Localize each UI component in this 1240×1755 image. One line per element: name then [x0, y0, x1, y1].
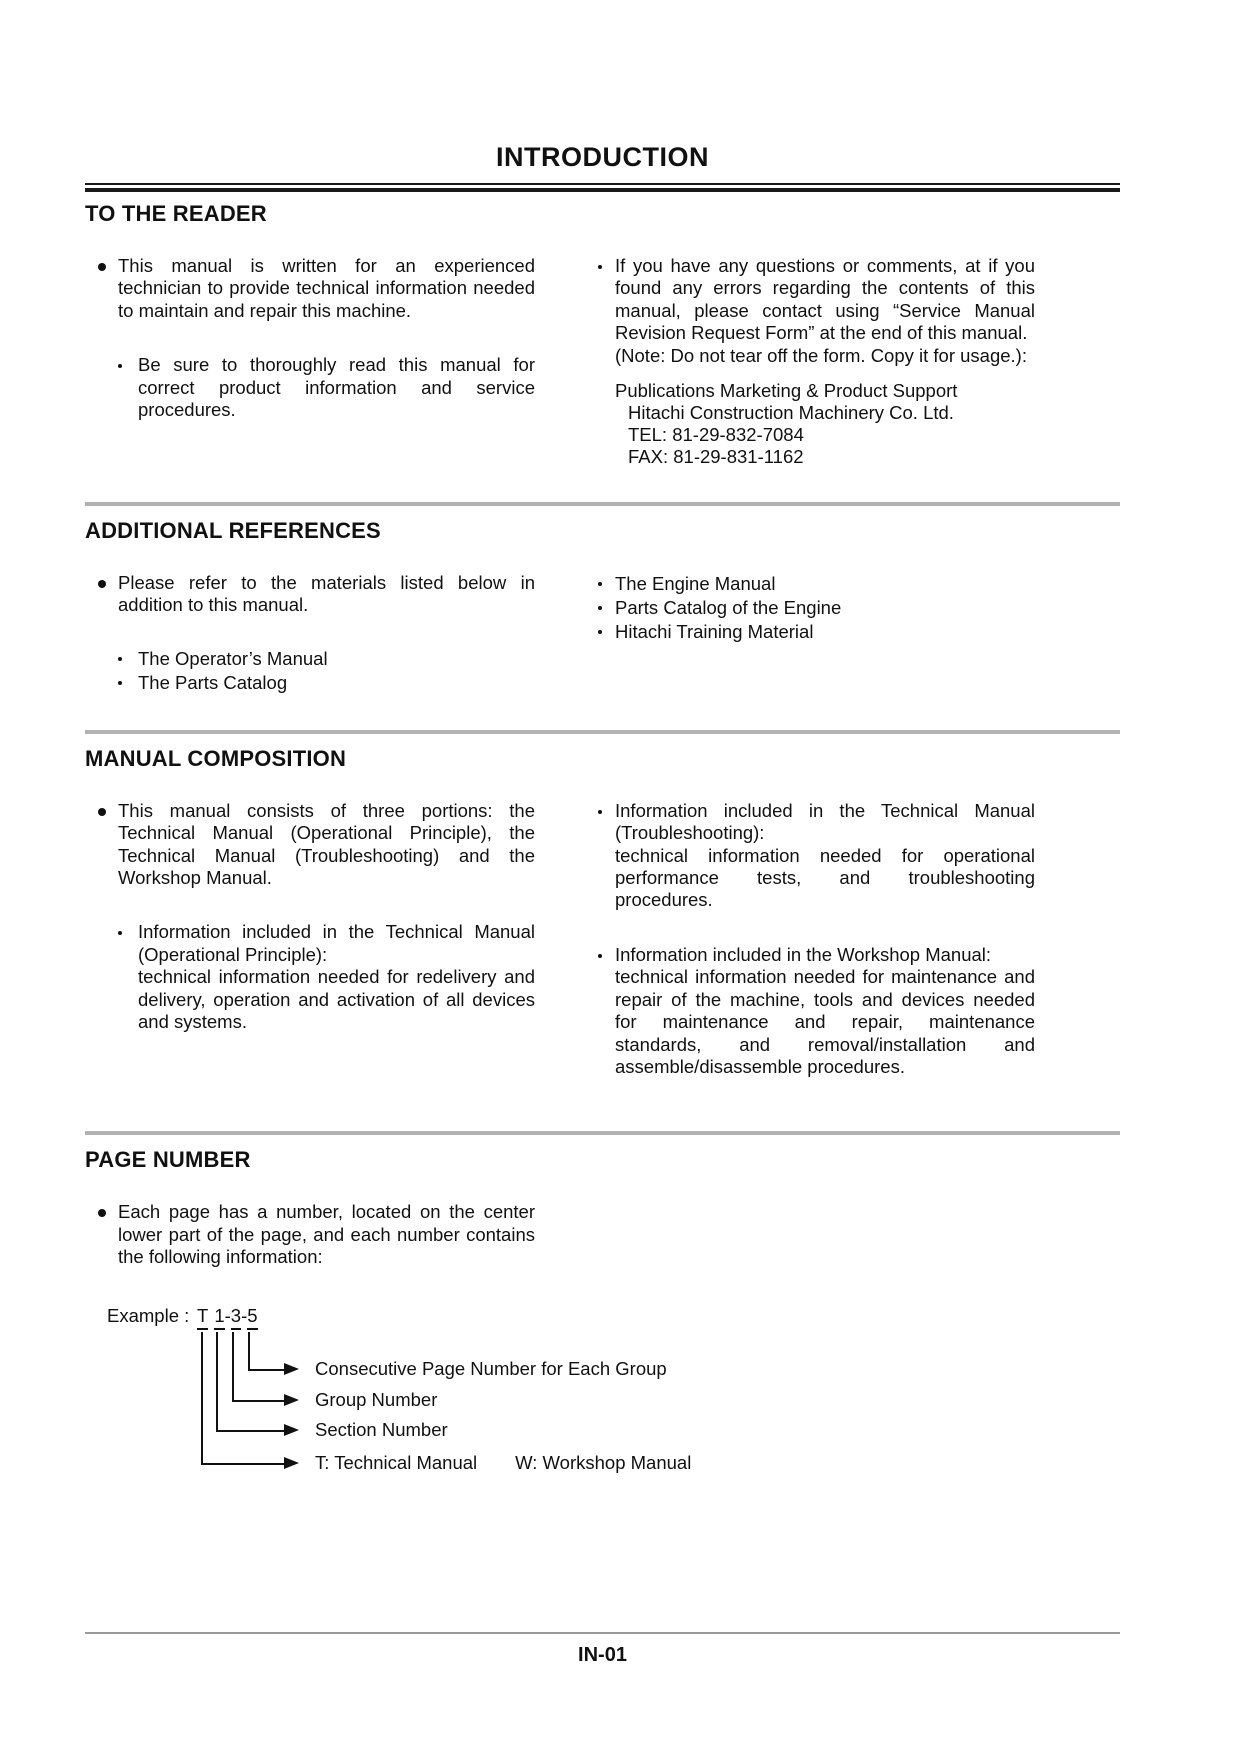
connector-line [216, 1430, 284, 1432]
bullet-dot-icon [98, 808, 106, 816]
paragraph: Be sure to thoroughly read this manual for correct product information and service procedures. [138, 354, 535, 421]
list-item [598, 620, 1035, 644]
diagram-label-group: Group Number [315, 1388, 438, 1410]
sub-bullet-dot-icon [598, 265, 602, 269]
connector-line [201, 1463, 284, 1465]
example-code [197, 1305, 258, 1330]
paragraph-text: If you have any questions or comments, at if you found any errors regarding the contents of this manual, please contact using “Service Manual Revision Request Form” at the end of this manual. [615, 255, 1035, 344]
list-item [85, 572, 535, 617]
title-rule-thin [85, 183, 1120, 185]
item-head: Information included in the Technical Manual (Troubleshooting): [615, 799, 1035, 844]
connector-line [232, 1400, 284, 1402]
list-item [598, 944, 1035, 1078]
page-content [85, 0, 1120, 1483]
reader-columns [85, 255, 1120, 468]
list-item [598, 255, 1035, 367]
list-item [118, 921, 535, 1033]
arrow-right-icon [284, 1363, 299, 1375]
section-divider [85, 502, 1120, 506]
reference-item: The Engine Manual [615, 573, 776, 595]
connector-line [248, 1369, 284, 1371]
item-body: technical information needed for redelivery and delivery, operation and activation of all devices and systems. [138, 966, 535, 1033]
contact-fax: FAX: 81-29-831-1162 [628, 446, 804, 468]
example-label: Example : [107, 1304, 190, 1326]
contact-tel: TEL: 81-29-832-7084 [628, 424, 804, 446]
references-columns [85, 572, 1120, 695]
contact-company: Hitachi Construction Machinery Co. Ltd. [628, 402, 954, 424]
contact-block [615, 380, 1035, 468]
connector-line [232, 1332, 234, 1402]
code-separator: - [224, 1304, 231, 1326]
composition-left-column [85, 800, 535, 1078]
sub-bullet-dot-icon [118, 681, 122, 685]
item-head: Information included in the Technical Manual (Operational Principle): [138, 921, 535, 965]
reader-right-column [598, 255, 1035, 468]
list-item [598, 572, 1035, 596]
section-divider [85, 730, 1120, 734]
paragraph [615, 255, 1035, 367]
diagram-label-manual-types [315, 1452, 691, 1474]
references-right-column [598, 572, 1035, 695]
section-heading-manual-composition: MANUAL COMPOSITION [85, 745, 347, 771]
list-item [118, 647, 535, 671]
code-char-5: 5 [247, 1305, 257, 1330]
bullet-dot-icon [98, 1209, 106, 1217]
diagram-label-section: Section Number [315, 1418, 448, 1440]
sub-bullet-dot-icon [118, 931, 122, 935]
sub-bullet-dot-icon [598, 810, 602, 814]
code-char-1: 1 [214, 1305, 224, 1330]
sub-bullet-dot-icon [598, 954, 602, 958]
sub-bullet-dot-icon [598, 606, 602, 610]
paragraph: Please refer to the materials listed below in addition to this manual. [118, 572, 535, 616]
bullet-dot-icon [98, 580, 106, 588]
list-item [598, 596, 1035, 620]
arrow-right-icon [284, 1424, 299, 1436]
list-item [85, 1201, 535, 1268]
reference-item: Parts Catalog of the Engine [615, 597, 842, 619]
list-item [118, 354, 535, 421]
sub-bullet-dot-icon [118, 657, 122, 661]
reader-left-column [85, 255, 535, 468]
diagram-label-workshop: W: Workshop Manual [515, 1451, 692, 1473]
arrow-right-icon [284, 1394, 299, 1406]
arrow-right-icon [284, 1457, 299, 1469]
bullet-dot-icon [98, 263, 106, 271]
paragraph: This manual is written for an experienced technician to provide technical information needed to maintain and repair this machine. [118, 255, 535, 321]
composition-columns [85, 800, 1120, 1078]
page-number-diagram [85, 1305, 1120, 1483]
connector-line [248, 1332, 250, 1371]
section-heading-to-the-reader: TO THE READER [85, 201, 267, 226]
sub-bullet-dot-icon [118, 364, 122, 368]
code-char-t: T [197, 1305, 208, 1330]
list-item [598, 800, 1035, 912]
section-divider [85, 1131, 1120, 1135]
paragraph [615, 944, 1035, 1078]
section-heading-page-number: PAGE NUMBER [85, 1147, 251, 1173]
reference-item: The Operator’s Manual [138, 647, 328, 669]
diagram-label-consecutive: Consecutive Page Number for Each Group [315, 1357, 667, 1379]
footer-page-number: IN-01 [578, 1644, 627, 1666]
list-item [85, 255, 535, 322]
references-left-column [85, 572, 535, 695]
diagram-label-technical: T: Technical Manual [315, 1451, 478, 1473]
note-text: (Note: Do not tear off the form. Copy it for usage.): [615, 344, 1027, 366]
footer-rule [85, 1632, 1120, 1634]
list-item [118, 671, 535, 695]
item-head: Information included in the Workshop Manual: [615, 943, 992, 965]
sub-bullet-dot-icon [598, 630, 602, 634]
item-body: technical information needed for maintenance and repair of the machine, tools and devices needed for maintenance and repair, maintenance standards, and removal/installation and assemble/disassemble procedures. [615, 966, 1035, 1077]
paragraph [138, 921, 535, 1033]
reference-item: The Parts Catalog [138, 671, 288, 693]
paragraph: This manual consists of three portions: the Technical Manual (Operational Principle), the Technical Manual (Troubleshooting) and the Workshop Manual. [118, 799, 535, 889]
page-number-left-column [85, 1201, 535, 1268]
section-heading-additional-references: ADDITIONAL REFERENCES [85, 518, 381, 544]
contact-org: Publications Marketing & Product Support [615, 380, 958, 402]
code-char-3: 3 [231, 1305, 241, 1330]
page-title: INTRODUCTION [496, 142, 709, 172]
connector-line [201, 1332, 203, 1465]
page-number-columns [85, 1201, 1120, 1268]
item-body: technical information needed for operational performance tests, and troubleshooting procedures. [615, 844, 1035, 911]
reference-item: Hitachi Training Material [615, 621, 814, 643]
connector-line [216, 1332, 218, 1432]
code-separator: - [241, 1304, 248, 1326]
paragraph [615, 800, 1035, 912]
paragraph: Each page has a number, located on the center lower part of the page, and each number contains the following information: [118, 1201, 535, 1268]
title-rule-thick [85, 188, 1120, 192]
sub-bullet-dot-icon [598, 582, 602, 586]
composition-right-column [598, 800, 1035, 1078]
list-item [85, 800, 535, 890]
